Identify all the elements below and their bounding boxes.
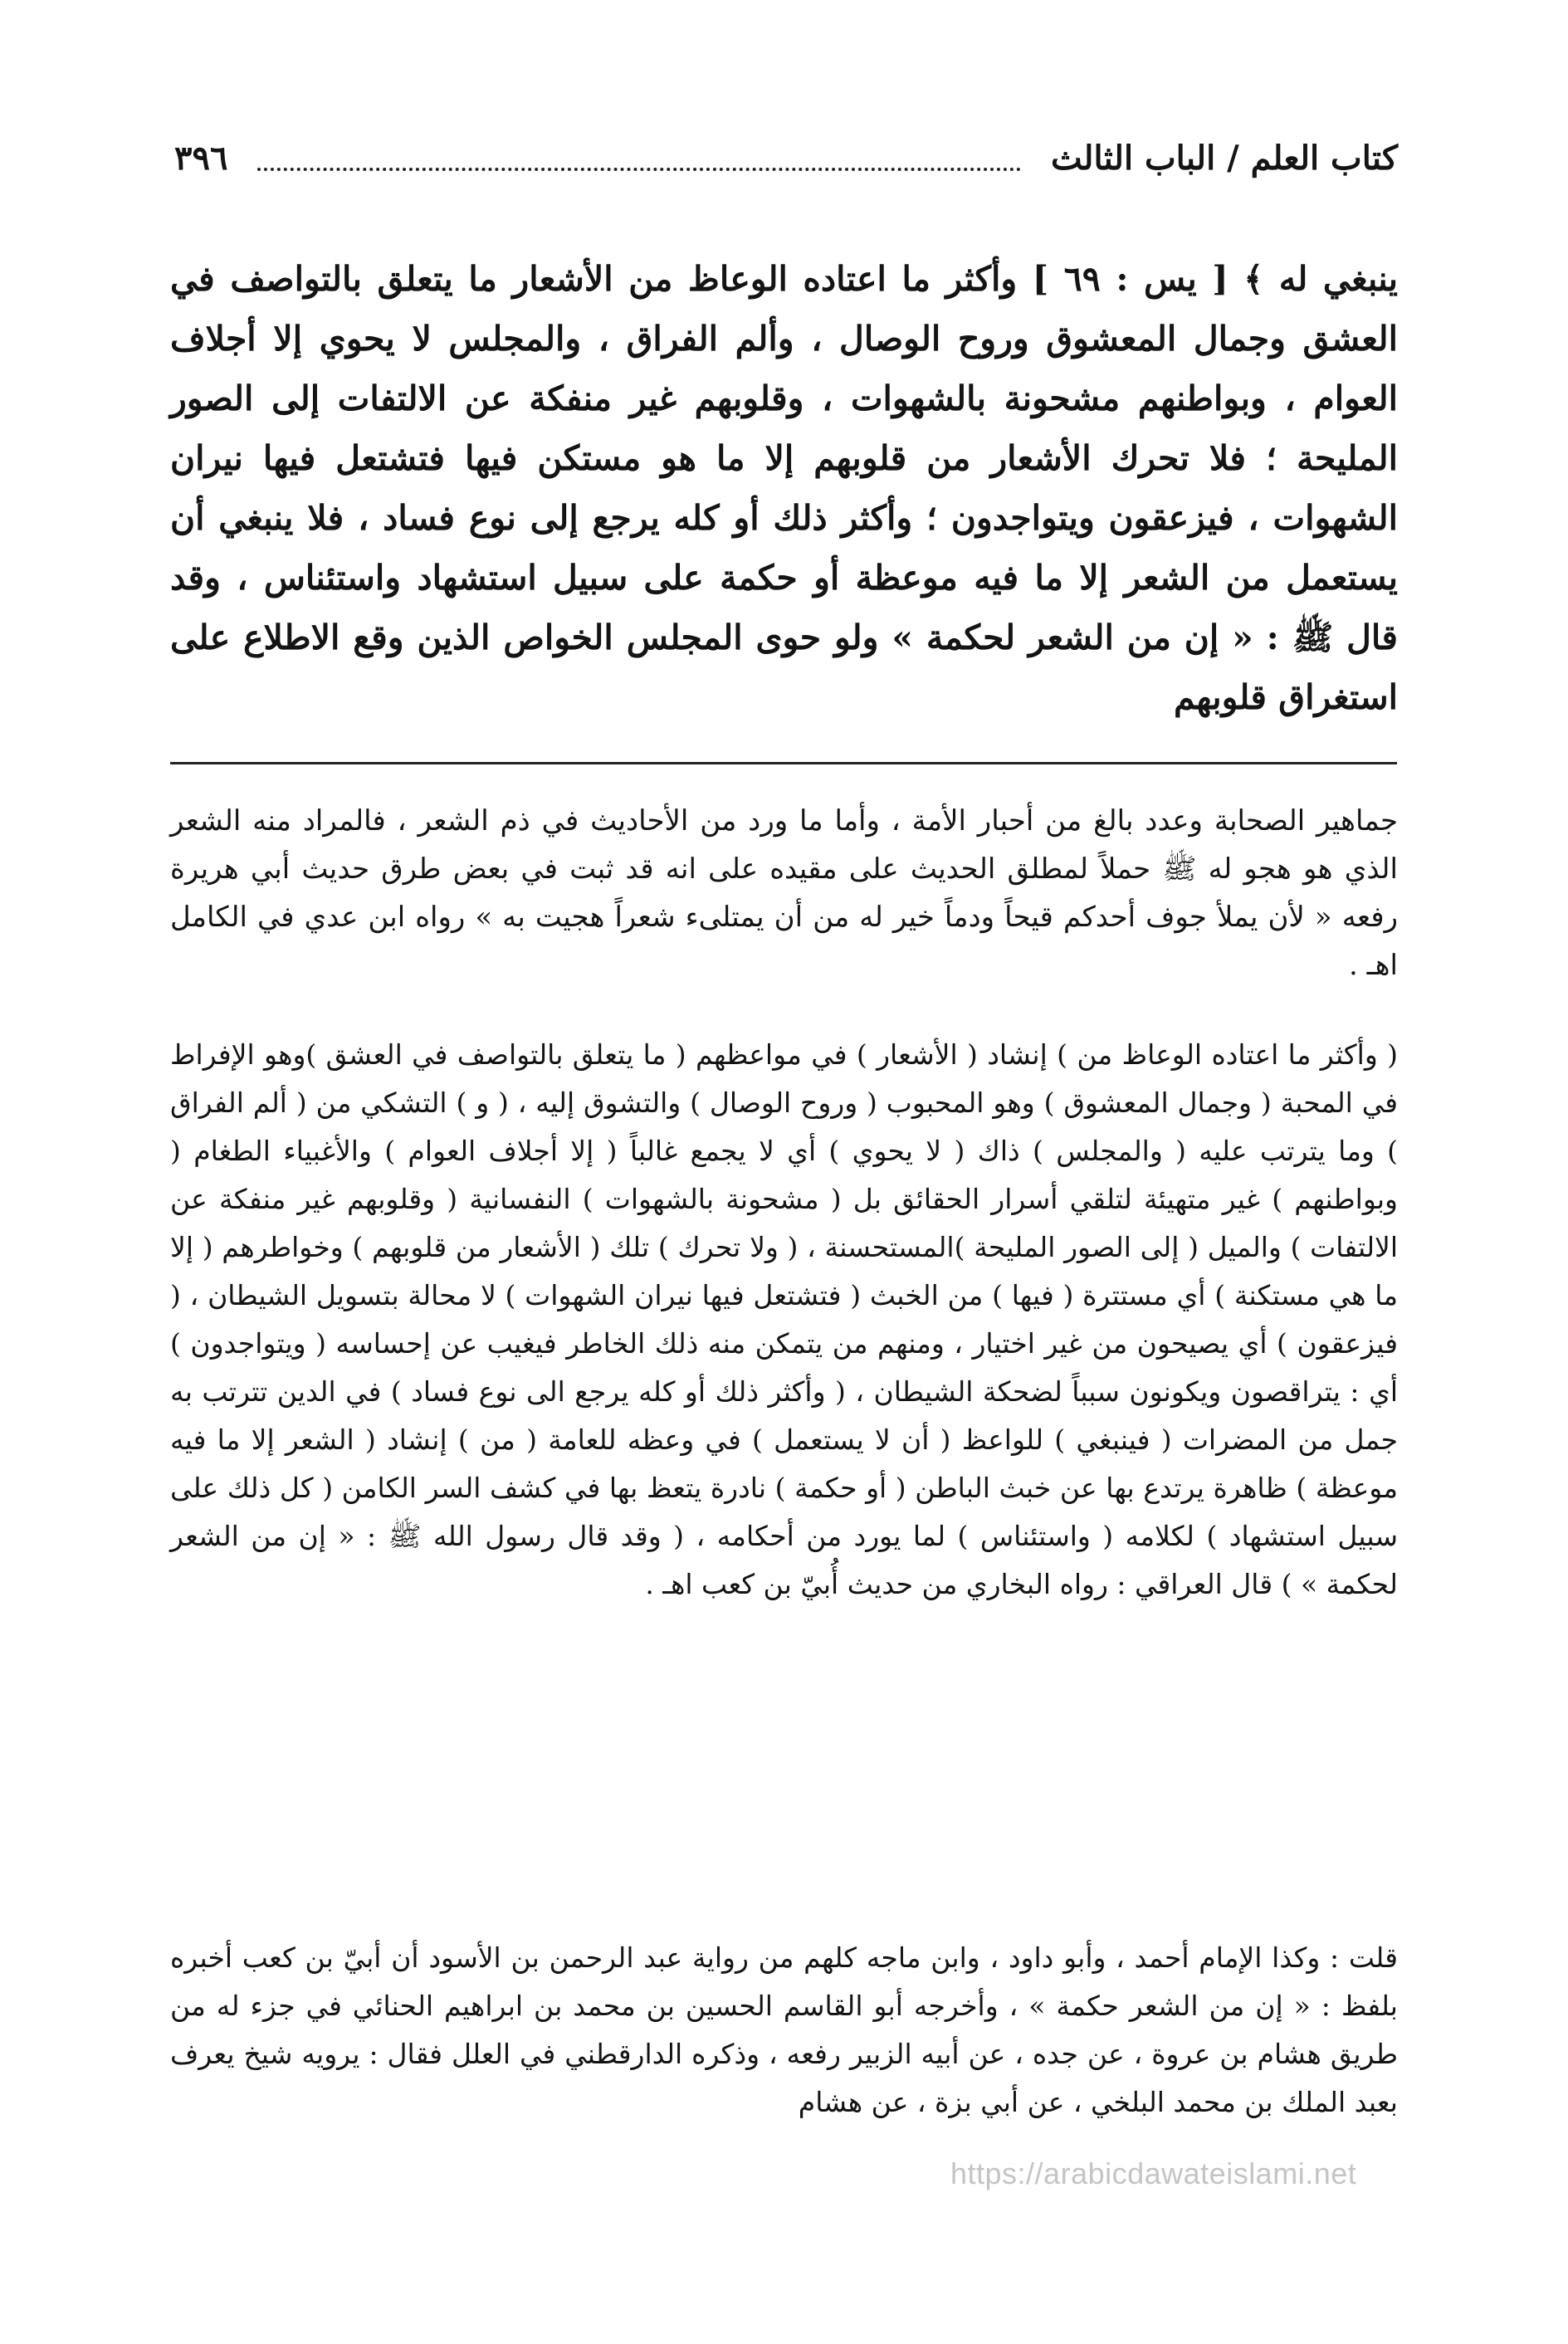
footnote-block xyxy=(170,797,1398,989)
commentary-note-paragraph: قلت : وكذا الإمام أحمد ، وأبو داود ، وابن ماجه كلهم من رواية عبد الرحمن بن الأسود أن أبيّ بن كعب أخبره بلفظ : « إن من الشعر حكمة » ، وأخرجه أبو القاسم الحسين بن محمد بن ابراهيم الحنائي في جزء له من طريق هشام بن عروة ، عن جده ، عن أبيه الزبير رفعه ، وذكره الدارقطني في العلل فقال : يرويه شيخ يعرف بعبد الملك بن محمد البلخي ، عن أبي بزة ، عن هشام xyxy=(170,1941,1398,2118)
main-text-paragraph: ينبغي له ﴾ [ يس : ٦٩ ] وأكثر ما اعتاده الوعاظ من الأشعار ما يتعلق بالتواصف في العشق وجمال المعشوق وروح الوصال ، وألم الفراق ، والمجلس لا يحوي إلا أجلاف العوام ، وبواطنهم مشحونة بالشهوات ، وقلوبهم غير منفكة عن الالتفات إلى الصور المليحة ؛ فلا تحرك الأشعار من قلوبهم إلا ما هو مستكن فيها فتشتعل فيها نيران الشهوات ، فيزعقون ويتواجدون ؛ وأكثر ذلك أو كله يرجع إلى نوع فساد ، فلا ينبغي أن يستعمل من الشعر إلا ما فيه موعظة أو حكمة على سبيل استشهاد واستئناس ، وقد قال ﷺ : « إن من الشعر لحكمة » ولو حوى المجلس الخواص الذين وقع الاطلاع على استغراق قلوبهم xyxy=(170,259,1399,717)
footnote-separator xyxy=(170,762,1397,764)
header-dotted-leader xyxy=(257,168,1021,171)
commentary-block xyxy=(170,1031,1398,1609)
main-text-block xyxy=(170,249,1398,727)
footnote-paragraph: جماهير الصحابة وعدد بالغ من أحبار الأمة ، وأما ما ورد من الأحاديث في ذم الشعر ، فالمراد منه الشعر الذي هو هجو له ﷺ حملاً لمطلق الحديث على مقيده على انه قد ثبت في بعض طرق حديث أبي هريرة رفعه « لأن يملأ جوف أحدكم قيحاً ودماً خير له من أن يمتلىء شعراً هجيت به » رواه ابن عدي في الكامل اهـ . xyxy=(170,804,1398,982)
watermark-url: https://arabicdawateislami.net xyxy=(950,2156,1357,2190)
page-header xyxy=(174,125,1398,191)
commentary-paragraph: ( وأكثر ما اعتاده الوعاظ من ) إنشاد ( الأشعار ) في مواعظهم ( ما يتعلق بالتواصف في العشق )وهو الإفراط في المحبة ( وجمال المعشوق ) وهو المحبوب ( وروح الوصال ) والتشوق إليه ، ( و ) التشكي من ( ألم الفراق ) وما يترتب عليه ( والمجلس ) ذاك ( لا يحوي ) أي لا يجمع غالباً ( إلا أجلاف العوام ) والأغبياء الطغام ( وبواطنهم ) غير متهيئة لتلقي أسرار الحقائق بل ( مشحونة بالشهوات ) النفسانية ( وقلوبهم غير منفكة عن الالتفات ) والميل ( إلى الصور المليحة )المستحسنة ، ( ولا تحرك ) تلك ( الأشعار من قلوبهم ) وخواطرهم ( إلا ما هي مستكنة ) أي مستترة ( فيها ) من الخبث ( فتشتعل فيها نيران الشهوات ) لا محالة بتسويل الشيطان ، ( فيزعقون ) أي يصيحون من غير اختيار ، ومنهم من يتمكن منه ذلك الخاطر فيغيب عن إحساسه ( ويتواجدون ) أي : يتراقصون ويكونون سبباً لضحكة الشيطان ، ( وأكثر ذلك أو كله يرجع الى نوع فساد ) في الدين تترتب به جمل من المضرات ( فينبغي ) للواعظ ( أن لا يستعمل ) في وعظه للعامة ( من ) إنشاد ( الشعر إلا ما فيه موعظة ) ظاهرة يرتدع بها عن خبث الباطن ( أو حكمة ) نادرة يتعظ بها في كشف السر الكامن ( كل ذلك على سبيل استشهاد ) لكلامه ( واستئناس ) لما يورد من أحكامه ، ( وقد قال رسول الله ﷺ : « إن من الشعر لحكمة » ) قال العراقي : رواه البخاري من حديث أُبيّ بن كعب اهـ . xyxy=(170,1038,1398,1600)
running-title: كتاب العلم / الباب الثالث xyxy=(1051,138,1398,178)
page-number: ٣٩٦ xyxy=(174,138,228,178)
commentary-note-block xyxy=(170,1934,1398,2127)
